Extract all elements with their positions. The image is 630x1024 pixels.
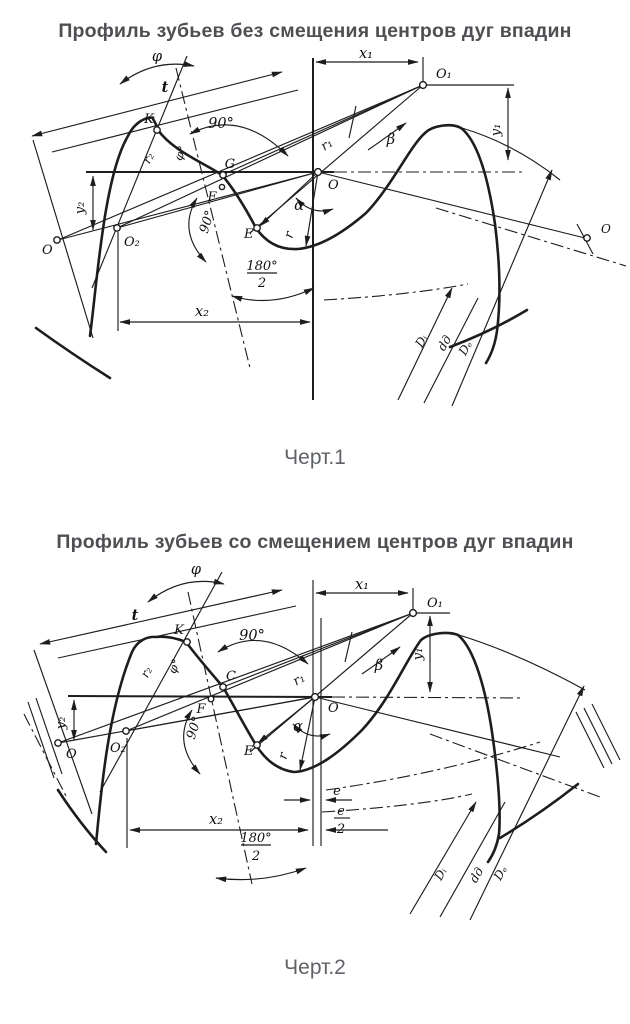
fig1-label-beta: β bbox=[386, 132, 396, 148]
fig2-tooth-profile bbox=[96, 633, 500, 862]
fig2-Di-line bbox=[410, 802, 476, 914]
fig2-label-beta: β bbox=[374, 658, 384, 674]
fig1-point-E bbox=[254, 225, 260, 231]
fig1-point-K bbox=[154, 127, 160, 133]
figure1-title: Профиль зубьев без смещения центров дуг впадин bbox=[58, 20, 572, 42]
fig2-point-C bbox=[220, 684, 226, 690]
fig1-line-O1-O2 bbox=[117, 85, 423, 228]
fig1-point-G bbox=[220, 172, 226, 178]
fig1-label-y1: y₁ bbox=[489, 123, 504, 137]
fig2-pitch-arc bbox=[326, 742, 540, 790]
figure1-caption: Черт.1 bbox=[284, 446, 346, 469]
fig1-label-y2: y₂ bbox=[73, 201, 88, 215]
fig1-point-Oleft bbox=[54, 237, 60, 243]
fig1-label-180-den: 2 bbox=[257, 276, 267, 291]
fig2-label-dd: dд bbox=[466, 864, 487, 886]
fig2-dd-line bbox=[440, 802, 505, 917]
fig2-label-t: t bbox=[131, 607, 139, 624]
fig1-label-Oright: O bbox=[601, 222, 611, 236]
fig2-point-Oleft bbox=[55, 740, 61, 746]
fig2-90deg-top-arc bbox=[218, 640, 308, 664]
fig1-label-x2: x₂ bbox=[195, 304, 209, 320]
fig2-label-Oleft: O bbox=[66, 747, 77, 762]
figure1-drawing bbox=[0, 48, 630, 406]
fig2-label-r1: r₁ bbox=[290, 670, 308, 690]
fig2-label-e-half-num: e bbox=[337, 804, 345, 819]
fig2-label-E: E bbox=[244, 744, 254, 759]
fig1-label-phi: φ bbox=[151, 49, 163, 65]
fig1-label-x1: x₁ bbox=[359, 48, 373, 62]
fig1-line-O1-Oleft bbox=[58, 85, 423, 240]
fig2-label-y1: y₁ bbox=[411, 647, 426, 661]
fig1-label-t: t bbox=[161, 79, 169, 96]
fig2-outer-arc bbox=[459, 635, 585, 690]
fig2-point-K bbox=[184, 639, 190, 645]
fig2-point-F bbox=[208, 696, 214, 702]
fig2-label-y2: y₂ bbox=[54, 716, 69, 730]
fig2-root-arc-right bbox=[500, 784, 578, 838]
fig2-line-O-O2 bbox=[126, 697, 315, 731]
fig1-point-Oright bbox=[584, 235, 590, 241]
fig2-phi-arc bbox=[148, 581, 224, 602]
fig2-line-O1-C bbox=[223, 613, 413, 687]
fig1-label-F: F bbox=[207, 190, 217, 205]
fig1-left-frame-line bbox=[33, 140, 93, 338]
fig2-label-alpha: α bbox=[293, 719, 303, 735]
fig2-label-r2: r₂ bbox=[137, 664, 156, 681]
figure2-caption: Черт.2 bbox=[284, 956, 346, 979]
fig2-label-Di: Dᵢ bbox=[431, 865, 450, 883]
fig2-label-180: 180° bbox=[240, 831, 272, 846]
fig2-line-O-right bbox=[315, 697, 560, 757]
fig1-point-O bbox=[315, 169, 322, 176]
fig2-label-x2: x₂ bbox=[209, 812, 223, 828]
fig1-label-De: Dₑ bbox=[455, 338, 476, 358]
fig1-label-alpha: α bbox=[294, 198, 304, 214]
fig2-label-r: r bbox=[275, 751, 292, 762]
fig2-label-K: K bbox=[174, 623, 184, 638]
fig2-label-x1: x₁ bbox=[355, 577, 369, 593]
fig1-label-O1: O₁ bbox=[436, 67, 452, 82]
fig1-root-arc-left bbox=[36, 328, 110, 378]
fig1-label-E: E bbox=[244, 227, 254, 242]
fig1-label-90-mid: 90° bbox=[196, 208, 219, 236]
fig2-point-O1 bbox=[410, 610, 417, 617]
fig2-label-180-den: 2 bbox=[251, 849, 261, 864]
fig2-label-90-top: 90° bbox=[239, 628, 265, 644]
fig2-label-phi: φ bbox=[190, 562, 202, 578]
fig1-point-F bbox=[219, 184, 224, 189]
fig1-label-G: G bbox=[224, 157, 236, 172]
fig2-horizontal-centerline bbox=[68, 696, 332, 697]
fig2-phi-line bbox=[100, 572, 222, 792]
fig1-point-O2 bbox=[114, 225, 120, 231]
fig1-label-90-top: 90° bbox=[208, 116, 234, 132]
fig2-De-line bbox=[470, 686, 584, 920]
fig1-label-Oleft: O bbox=[42, 243, 53, 258]
fig2-label-De: Dₑ bbox=[490, 863, 511, 883]
fig2-label-e: e bbox=[333, 784, 341, 799]
fig2-label-90-mid: 90° bbox=[183, 714, 206, 742]
fig2-point-E bbox=[254, 742, 260, 748]
fig2-point-O bbox=[312, 694, 319, 701]
fig1-label-K: K bbox=[144, 112, 154, 127]
fig2-180deg-arc bbox=[216, 868, 306, 880]
fig1-label-180: 180° bbox=[246, 259, 278, 274]
fig1-label-O2: O₂ bbox=[124, 235, 140, 250]
fig1-label-phi-small: φ° bbox=[170, 143, 190, 163]
fig2-label-phi-small: φ° bbox=[164, 656, 184, 676]
fig1-label-r2: r₂ bbox=[139, 150, 158, 167]
figure2-drawing bbox=[0, 562, 630, 937]
fig1-point-O1 bbox=[420, 82, 427, 89]
figure2-title: Профиль зубьев со смещением центров дуг впадин bbox=[56, 531, 574, 553]
fig1-label-dd: dд bbox=[434, 332, 455, 354]
fig1-label-O: O bbox=[328, 178, 339, 193]
fig1-beta-tick bbox=[349, 106, 356, 138]
fig1-label-r1: r₁ bbox=[318, 135, 336, 155]
fig1-label-Di: Dᵢ bbox=[412, 332, 431, 350]
fig2-line-O1-E bbox=[250, 613, 413, 752]
fig2-label-O1: O₁ bbox=[427, 596, 443, 611]
fig1-right-dashdot bbox=[436, 208, 626, 266]
fig1-line-O-Oright bbox=[318, 172, 585, 238]
fig1-line-O-Oleft bbox=[58, 172, 318, 240]
fig1-root-circle-arc bbox=[324, 284, 468, 300]
fig2-label-O2: O₂ bbox=[110, 741, 126, 756]
fig2-label-C: C bbox=[226, 669, 236, 684]
fig1-De-line bbox=[452, 170, 552, 406]
fig1-90deg-top-arc bbox=[190, 125, 288, 156]
fig1-label-r: r bbox=[281, 230, 298, 241]
fig2-label-F: F bbox=[196, 702, 206, 717]
fig2-label-e-half-den: 2 bbox=[336, 822, 346, 837]
fig2-centerline-dashdot bbox=[332, 697, 524, 698]
fig2-point-O2 bbox=[123, 728, 129, 734]
fig1-180deg-arc bbox=[232, 288, 314, 301]
fig2-label-O: O bbox=[328, 701, 339, 716]
